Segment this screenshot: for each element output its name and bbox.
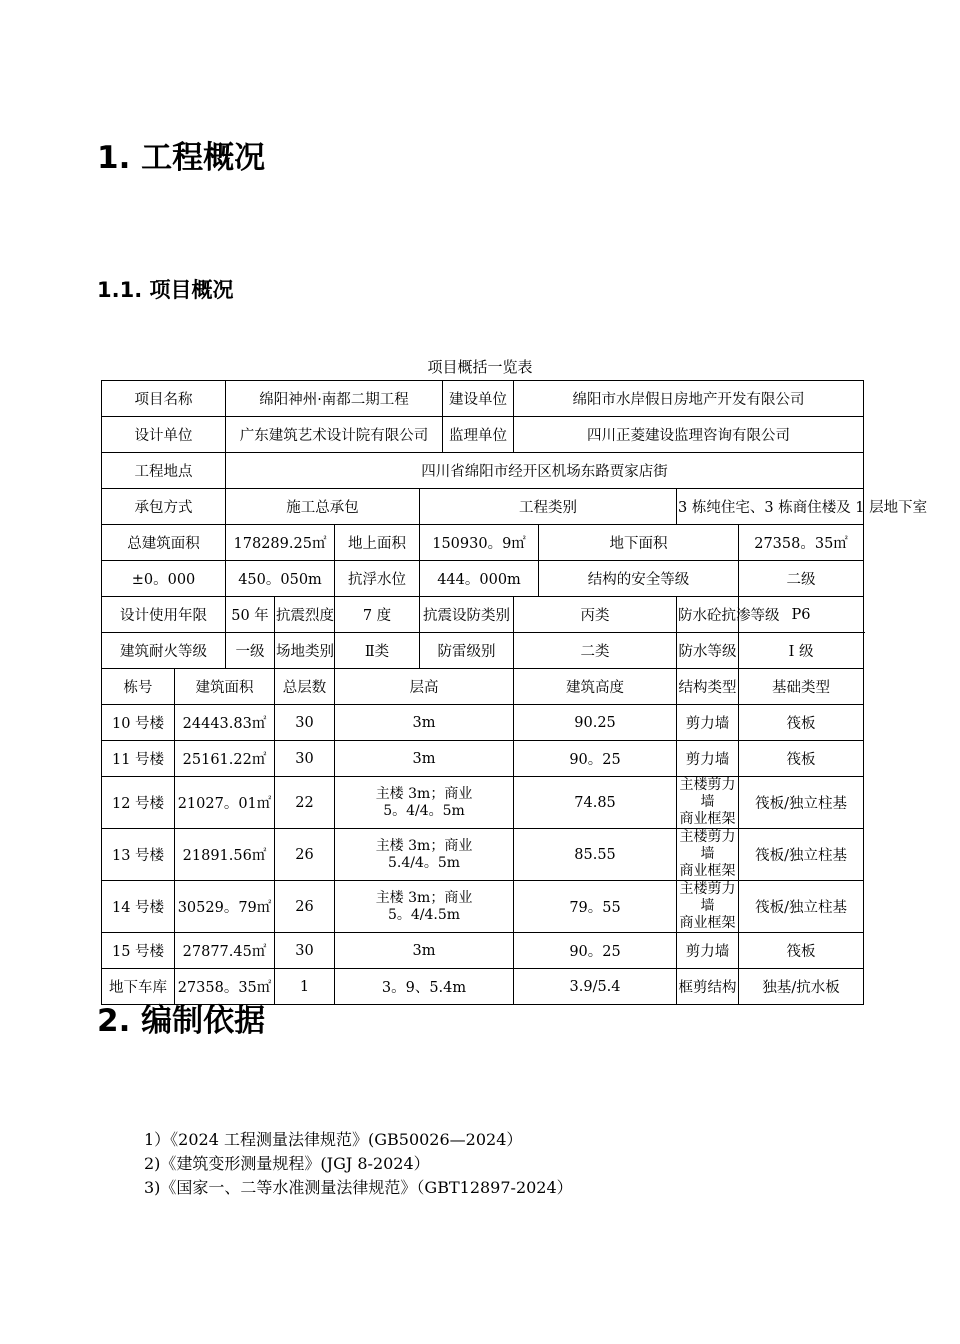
foundation-type-cell: 独基/抗水板 <box>739 969 864 1005</box>
table-row <box>102 969 864 1005</box>
cell-line: 商业框架 <box>679 863 736 879</box>
fire-rating-value: 一级 <box>226 633 275 669</box>
building-no-cell: 14 号楼 <box>102 881 175 933</box>
cell-line: 主楼 3m；商业 <box>375 837 473 854</box>
table-row <box>102 561 864 597</box>
subsection-heading-project: 1.1. 项目概况 <box>97 278 234 302</box>
cell-line: 5.4/4。5m <box>387 854 461 871</box>
foundation-type-cell: 筏板/独立柱基 <box>739 881 864 933</box>
col-header-area: 建筑面积 <box>175 669 275 705</box>
category-label: 工程类别 <box>420 489 677 525</box>
table-caption: 项目概括一览表 <box>427 358 533 376</box>
seismic-intensity-label: 抗震烈度 <box>275 597 335 633</box>
builder-value: 绵阳市水岸假日房地产开发有限公司 <box>514 381 864 417</box>
building-floors-cell: 1 <box>275 969 335 1005</box>
float-level-value: 444。000m <box>420 561 539 597</box>
building-height-cell: 90.25 <box>514 705 677 741</box>
foundation-type-cell: 筏板/独立柱基 <box>739 829 864 881</box>
above-area-label: 地上面积 <box>335 525 420 561</box>
building-area-cell: 25161.22㎡ <box>175 741 275 777</box>
building-no-cell: 15 号楼 <box>102 933 175 969</box>
col-header-floor-height: 层高 <box>335 669 514 705</box>
floor-height-cell <box>335 933 514 969</box>
building-floors-cell: 30 <box>275 933 335 969</box>
building-no-cell: 11 号楼 <box>102 741 175 777</box>
foundation-type-cell: 筏板 <box>739 705 864 741</box>
cell-line: 5。4/4。5m <box>383 802 465 819</box>
building-height-cell: 74.85 <box>514 777 677 829</box>
structure-type-cell <box>677 705 739 741</box>
floor-height-cell <box>335 741 514 777</box>
cell-line: 剪力墙 <box>685 752 730 768</box>
table-row <box>102 705 864 741</box>
under-area-value: 27358。35㎡ <box>739 525 864 561</box>
design-life-label: 设计使用年限 <box>102 597 226 633</box>
cell-line: 框剪结构 <box>678 980 737 996</box>
waterproof-grade-value: Ⅰ 级 <box>739 633 864 669</box>
table-row <box>102 597 864 633</box>
cell-line: 主楼 3m；商业 <box>375 889 473 906</box>
zero-elevation-value: 450。050m <box>226 561 335 597</box>
col-header-building-height: 建筑高度 <box>514 669 677 705</box>
floor-height-cell <box>335 881 514 933</box>
building-area-cell: 24443.83㎡ <box>175 705 275 741</box>
seismic-class-value: 丙类 <box>514 597 677 633</box>
cell-line: 剪力墙 <box>685 944 730 960</box>
site-class-value: Ⅱ类 <box>335 633 420 669</box>
table-row <box>102 489 864 525</box>
structure-type-cell <box>677 777 739 829</box>
section-heading-basis: 2. 编制依据 <box>97 1003 266 1039</box>
structure-type-cell <box>677 881 739 933</box>
table-row <box>102 933 864 969</box>
cell-line: 主楼剪力墙 <box>679 881 736 914</box>
building-height-cell: 90。25 <box>514 741 677 777</box>
table-row <box>102 777 864 829</box>
contract-label: 承包方式 <box>102 489 226 525</box>
building-height-cell: 90。25 <box>514 933 677 969</box>
floor-height-cell <box>335 777 514 829</box>
building-area-cell: 21891.56㎡ <box>175 829 275 881</box>
building-no-cell: 地下车库 <box>102 969 175 1005</box>
safety-grade-label: 结构的安全等级 <box>539 561 739 597</box>
location-label: 工程地点 <box>102 453 226 489</box>
col-header-building-no: 栋号 <box>102 669 175 705</box>
under-area-label: 地下面积 <box>539 525 739 561</box>
building-height-cell: 79。55 <box>514 881 677 933</box>
building-area-cell: 27877.45㎡ <box>175 933 275 969</box>
reference-list <box>144 1128 573 1200</box>
structure-type-cell <box>677 933 739 969</box>
table-row <box>102 453 864 489</box>
cell-line: 商业框架 <box>679 811 736 827</box>
structure-type-cell <box>677 741 739 777</box>
building-no-cell: 13 号楼 <box>102 829 175 881</box>
project-name-label: 项目名称 <box>102 381 226 417</box>
cell-line: 商业框架 <box>679 915 736 931</box>
cell-line: 3m <box>412 750 436 767</box>
cell-line: 5。4/4.5m <box>387 906 461 923</box>
cell-line: 3。9、5.4m <box>381 980 467 996</box>
col-header-floors: 总层数 <box>275 669 335 705</box>
table-row <box>102 381 864 417</box>
building-floors-cell: 30 <box>275 741 335 777</box>
table-header-row <box>102 669 864 705</box>
location-value: 四川省绵阳市经开区机场东路贾家店街 <box>226 453 864 489</box>
foundation-type-cell: 筏板 <box>739 933 864 969</box>
builder-label: 建设单位 <box>443 381 514 417</box>
seismic-class-label: 抗震设防类别 <box>420 597 514 633</box>
building-area-cell: 30529。79㎡ <box>175 881 275 933</box>
section-heading-overview: 1. 工程概况 <box>97 140 266 176</box>
cell-line: 剪力墙 <box>685 716 730 732</box>
float-level-label: 抗浮水位 <box>335 561 420 597</box>
cell-line: 3m <box>412 942 436 959</box>
zero-elevation-label: ±0。000 <box>102 561 226 597</box>
building-floors-cell: 22 <box>275 777 335 829</box>
foundation-type-cell: 筏板 <box>739 741 864 777</box>
structure-type-cell <box>677 829 739 881</box>
floor-height-cell <box>335 705 514 741</box>
table-row <box>102 741 864 777</box>
floor-height-cell <box>335 829 514 881</box>
structure-type-cell <box>677 969 739 1005</box>
list-item: 1）《2024 工程测量法律规范》(GB50026—2024） <box>144 1130 523 1149</box>
cell-line: 主楼剪力墙 <box>679 777 736 810</box>
table-row <box>102 829 864 881</box>
list-item: 3)《国家一、二等水准测量法律规范》（GBT12897-2024） <box>144 1178 573 1197</box>
category-value: 3 栋纯住宅、3 栋商住楼及 1 层地下室 <box>677 489 864 525</box>
floor-height-cell <box>335 969 514 1005</box>
project-name-value: 绵阳神州·南都二期工程 <box>226 381 443 417</box>
list-item: 2)《建筑变形测量规程》(JGJ 8-2024） <box>144 1154 430 1173</box>
building-height-cell: 85.55 <box>514 829 677 881</box>
lightning-class-label: 防雷级别 <box>420 633 514 669</box>
seismic-intensity-value: 7 度 <box>335 597 420 633</box>
col-header-foundation: 基础类型 <box>739 669 864 705</box>
contract-value: 施工总承包 <box>226 489 420 525</box>
supervisor-label: 监理单位 <box>443 417 514 453</box>
total-area-value: 178289.25㎡ <box>226 525 335 561</box>
building-no-cell: 12 号楼 <box>102 777 175 829</box>
table-row <box>102 417 864 453</box>
lightning-class-value: 二类 <box>514 633 677 669</box>
above-area-value: 150930。9㎡ <box>420 525 539 561</box>
cell-line: 主楼 3m；商业 <box>375 785 473 802</box>
building-floors-cell: 26 <box>275 881 335 933</box>
designer-value: 广东建筑艺术设计院有限公司 <box>226 417 443 453</box>
site-class-label: 场地类别 <box>275 633 335 669</box>
cell-line: 3m <box>412 714 436 731</box>
building-floors-cell: 26 <box>275 829 335 881</box>
building-no-cell: 10 号楼 <box>102 705 175 741</box>
project-overview-table <box>101 380 928 1005</box>
table-row <box>102 881 864 933</box>
safety-grade-value: 二级 <box>739 561 864 597</box>
table-row <box>102 633 864 669</box>
design-life-value: 50 年 <box>226 597 275 633</box>
supervisor-value: 四川正菱建设监理咨询有限公司 <box>514 417 864 453</box>
building-floors-cell: 30 <box>275 705 335 741</box>
table-row <box>102 525 864 561</box>
building-area-cell: 21027。01㎡ <box>175 777 275 829</box>
seepage-grade-label: 防水砼抗渗等级 <box>677 597 739 633</box>
col-header-structure: 结构类型 <box>677 669 739 705</box>
total-area-label: 总建筑面积 <box>102 525 226 561</box>
seepage-grade-value: P6 <box>739 597 864 633</box>
fire-rating-label: 建筑耐火等级 <box>102 633 226 669</box>
cell-line: 主楼剪力墙 <box>679 829 736 862</box>
designer-label: 设计单位 <box>102 417 226 453</box>
building-height-cell: 3.9/5.4 <box>514 969 677 1005</box>
building-area-cell: 27358。35㎡ <box>175 969 275 1005</box>
waterproof-grade-label: 防水等级 <box>677 633 739 669</box>
foundation-type-cell: 筏板/独立柱基 <box>739 777 864 829</box>
